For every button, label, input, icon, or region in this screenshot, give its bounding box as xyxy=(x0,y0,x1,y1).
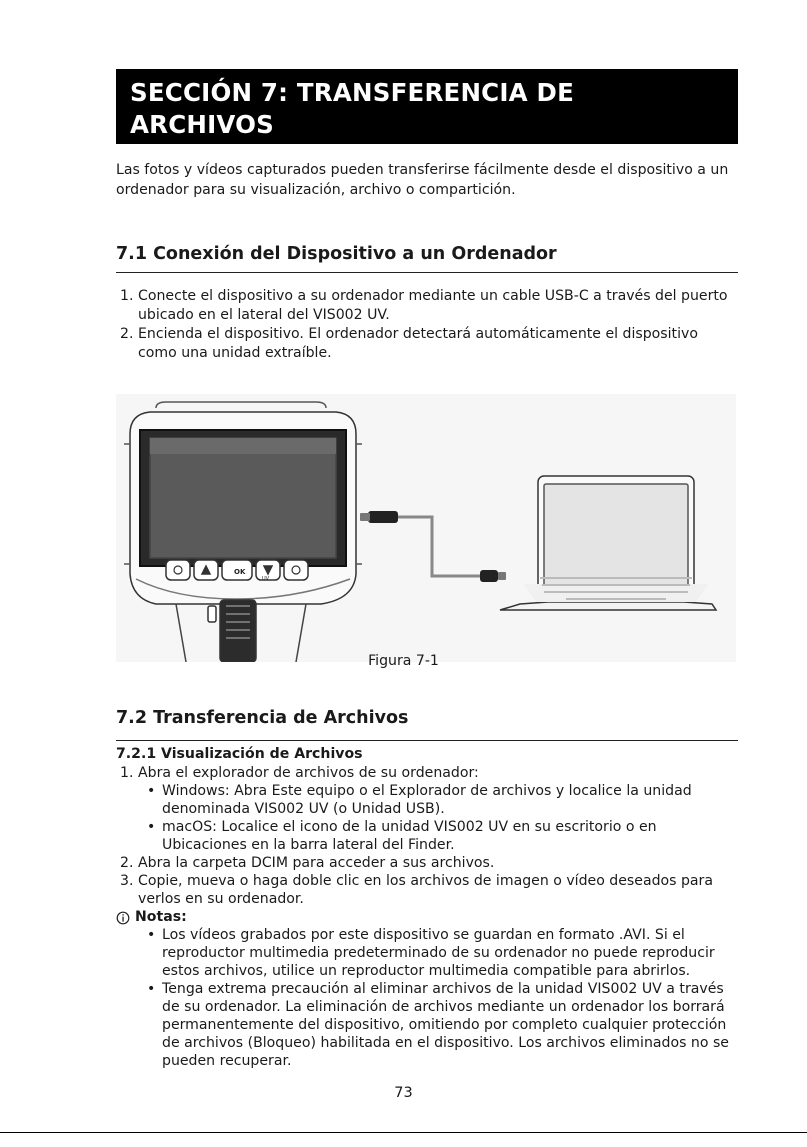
intro-paragraph xyxy=(116,160,738,200)
list-item-line: Encienda el dispositivo. El ordenador detectará automáticamente el dispositivo xyxy=(138,326,698,342)
list-item-line: como una unidad extraíble. xyxy=(138,345,332,361)
step-text: verlos en su ordenador. xyxy=(138,891,304,907)
bullet-dot: • xyxy=(147,927,156,943)
step-text: Copie, mueva o haga doble clic en los archivos de imagen o vídeo deseados para xyxy=(138,873,713,889)
section-banner xyxy=(116,69,738,144)
page-number: 73 xyxy=(394,1085,413,1101)
laptop-illustration xyxy=(500,476,716,610)
note-line: reproductor multimedia predeterminado de su ordenador no puede reproducir xyxy=(162,945,715,961)
page-bottom-rule xyxy=(0,1132,807,1133)
note-line: de su ordenador. La eliminación de archivos mediante un ordenador los borrará xyxy=(162,999,725,1015)
list-number: 2. xyxy=(120,855,134,871)
note-line: Tenga extrema precaución al eliminar archivos de la unidad VIS002 UV a través xyxy=(162,981,724,997)
section-title-line1: SECCIÓN 7: TRANSFERENCIA DE xyxy=(130,78,575,107)
figure-caption: Figura 7-1 xyxy=(368,653,439,669)
connection-figure xyxy=(116,394,736,662)
bullet-line: denominada VIS002 UV (o Unidad USB). xyxy=(162,801,445,817)
subheading-7-2-1: 7.2.1 Visualización de Archivos xyxy=(116,746,363,762)
bullet-line: Ubicaciones en la barra lateral del Finder. xyxy=(162,837,455,853)
bullet-dot: • xyxy=(147,819,156,835)
bullet-line: Windows: Abra Este equipo o el Explorador de archivos y localice la unidad xyxy=(162,783,692,799)
list-number: 2. xyxy=(120,326,134,342)
info-icon xyxy=(116,911,130,925)
list-number: 3. xyxy=(120,873,134,889)
device-to-laptop-illustration xyxy=(116,394,736,662)
intro-line: ordenador para su visualización, archivo o compartición. xyxy=(116,182,516,198)
usb-c-cable xyxy=(360,511,506,582)
ok-button-label: OK xyxy=(234,568,246,576)
bullet-dot: • xyxy=(147,981,156,997)
heading-rule xyxy=(116,272,738,273)
notes-label: Notas: xyxy=(135,909,187,925)
bullet-line: macOS: Localice el icono de la unidad VIS002 UV en su escritorio o en xyxy=(162,819,657,835)
note-line: pueden recuperar. xyxy=(162,1053,292,1069)
note-line: permanentemente del dispositivo, omitiendo por completo cualquier protección xyxy=(162,1017,727,1033)
heading-7-1: 7.1 Conexión del Dispositivo a un Ordenador xyxy=(116,244,557,264)
list-item-line: ubicado en el lateral del VIS002 UV. xyxy=(138,307,390,323)
note-line: Los vídeos grabados por este dispositivo se guardan en formato .AVI. Si el xyxy=(162,927,685,943)
heading-7-2: 7.2 Transferencia de Archivos xyxy=(116,708,409,728)
list-number: 1. xyxy=(120,288,134,304)
note-line: estos archivos, utilice un reproductor multimedia compatible para abrirlos. xyxy=(162,963,691,979)
section-title-line2: ARCHIVOS xyxy=(130,110,275,139)
step-text: Abra la carpeta DCIM para acceder a sus archivos. xyxy=(138,855,495,871)
bullet-dot: • xyxy=(147,783,156,799)
intro-line: Las fotos y vídeos capturados pueden transferirse fácilmente desde el dispositivo a un xyxy=(116,162,729,178)
note-line: de archivos (Bloqueo) habilitada en el dispositivo. Los archivos eliminados no se xyxy=(162,1035,729,1051)
uv-button-label: UV xyxy=(262,576,270,582)
inspection-device xyxy=(124,402,362,662)
list-item-line: Conecte el dispositivo a su ordenador mediante un cable USB-C a través del puerto xyxy=(138,288,728,304)
list-number: 1. xyxy=(120,765,134,781)
heading-rule xyxy=(116,740,738,741)
step-text: Abra el explorador de archivos de su ordenador: xyxy=(138,765,479,781)
